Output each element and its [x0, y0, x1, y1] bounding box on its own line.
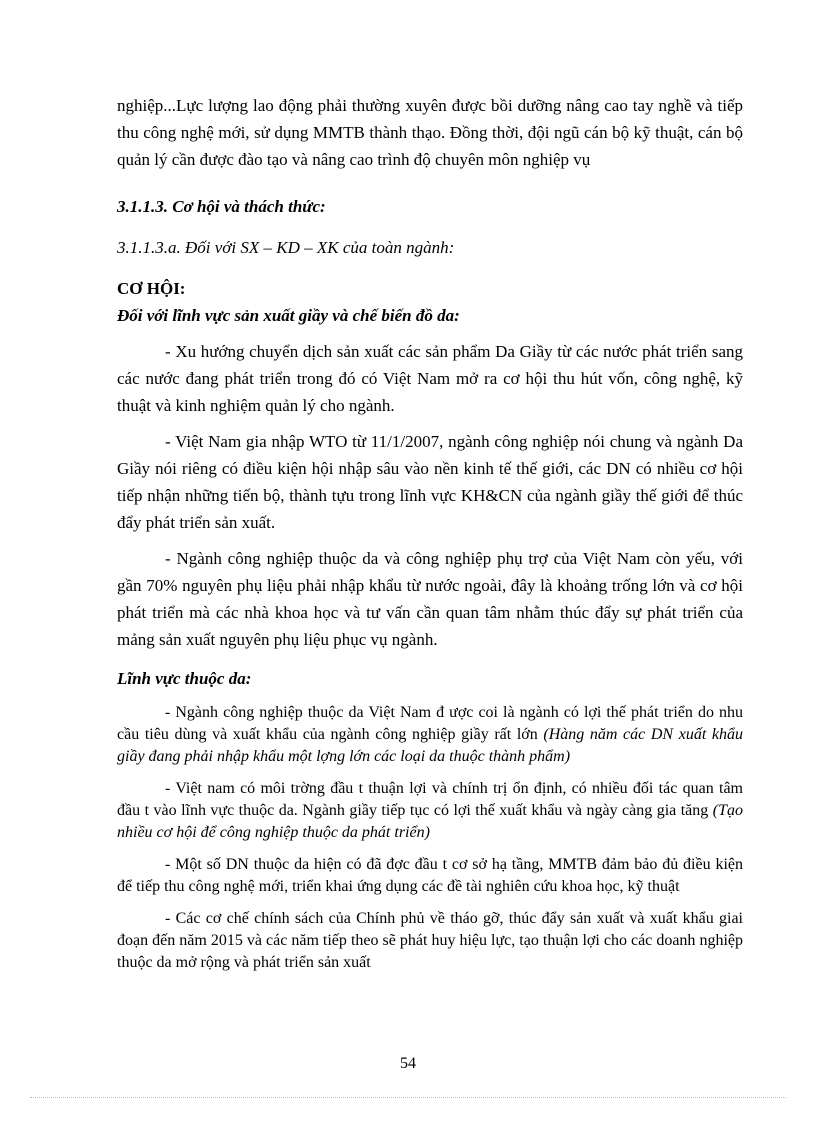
paragraph-trend: - Xu hướng chuyển dịch sản xuất các sản phẩm Da Giầy từ các nước phát triển sang các nước đang phát triển trong đó có Việt Nam mở ra cơ hội thu hút vốn, công nghệ, kỹ thuật và kinh nghiệm quản lý cho ngành.: [117, 342, 743, 415]
document-page: [117, 92, 743, 974]
paragraph-tanning-advantage-text: - Ngành công nghiệp thuộc da Việt Nam đ ược coi là ngành có lợi thế phát triển do nhu cầu tiêu dùng và xuất khẩu của ngành công nghiệp giầy rất lớn: [117, 704, 743, 743]
heading-section: 3.1.1.3. Cơ hội và thách thức:: [117, 197, 326, 216]
paragraph-tanning-advantage-note: (Hàng năm các DN xuất khẩu giầy đang phải nhập khẩu một lợng lớn các loại da thuộc thành phẩm): [117, 726, 743, 765]
heading-subsection: 3.1.1.3.a. Đối với SX – KD – XK của toàn ngành:: [117, 238, 455, 257]
page-number: 54: [400, 1055, 416, 1072]
paragraph-tanning-advantage: [117, 702, 743, 768]
heading-tanning: Lĩnh vực thuộc da:: [117, 669, 252, 688]
paragraph-investment-environment: [117, 778, 743, 844]
paragraph-intro: nghiệp...Lực lượng lao động phải thường xuyên được bồi dưỡng nâng cao tay nghề và tiếp thu công nghệ mới, sử dụng MMTB thành thạo. Đồng thời, đội ngũ cán bộ kỹ thuật, cán bộ quản lý cần được đào tạo và nâng cao trình độ chuyên môn nghiệp vụ: [117, 96, 743, 169]
paragraph-investment-environment-note: (Tạo nhiều cơ hội để công nghiệp thuộc da phát triển): [117, 802, 743, 841]
heading-shoe-production: Đối với lĩnh vực sản xuất giầy và chế biến đồ da:: [117, 306, 460, 325]
paragraph-wto: - Việt Nam gia nhập WTO từ 11/1/2007, ngành công nghiệp nói chung và ngành Da Giầy nói riêng có điều kiện hội nhập sâu vào nền kinh tế thế giới, các DN có nhiều cơ hội tiếp nhận những tiến bộ, thành tựu trong lĩnh vực KH&CN của ngành giầy thế giới để thúc đẩy phát triển sản xuất.: [117, 432, 743, 532]
heading-opportunities: CƠ HỘI:: [117, 279, 186, 298]
paragraph-supporting-industry: - Ngành công nghiệp thuộc da và công nghiệp phụ trợ của Việt Nam còn yếu, với gần 70% nguyên phụ liệu phải nhập khẩu từ nước ngoài, đây là khoảng trống lớn và cơ hội phát triển mà các nhà khoa học và tư vấn cần quan tâm nhằm thúc đẩy sự phát triển của mảng sản xuất nguyên phụ liệu phục vụ ngành.: [117, 549, 743, 649]
paragraph-investment-environment-text: - Việt nam có môi trờng đầu t thuận lợi và chính trị ổn định, có nhiều đối tác quan tâm đầu t vào lĩnh vực thuộc da. Ngành giầy tiếp tục có lợi thế xuất khẩu và ngày càng gia tăng: [117, 780, 743, 819]
page-bottom-divider: [30, 1097, 786, 1098]
paragraph-government-policy: - Các cơ chế chính sách của Chính phủ về tháo gỡ, thúc đẩy sản xuất và xuất khẩu giai đoạn đến năm 2015 và các năm tiếp theo sẽ phát huy hiệu lực, tạo thuận lợi cho các doanh nghiệp thuộc da mở rộng và phát triển sản xuất: [117, 910, 743, 971]
paragraph-enterprise-infrastructure: - Một số DN thuộc da hiện có đã đợc đầu t cơ sở hạ tầng, MMTB đảm bảo đủ điều kiện để tiếp thu công nghệ mới, triển khai ứng dụng các đề tài nghiên cứu khoa học, kỹ thuật: [117, 856, 743, 895]
